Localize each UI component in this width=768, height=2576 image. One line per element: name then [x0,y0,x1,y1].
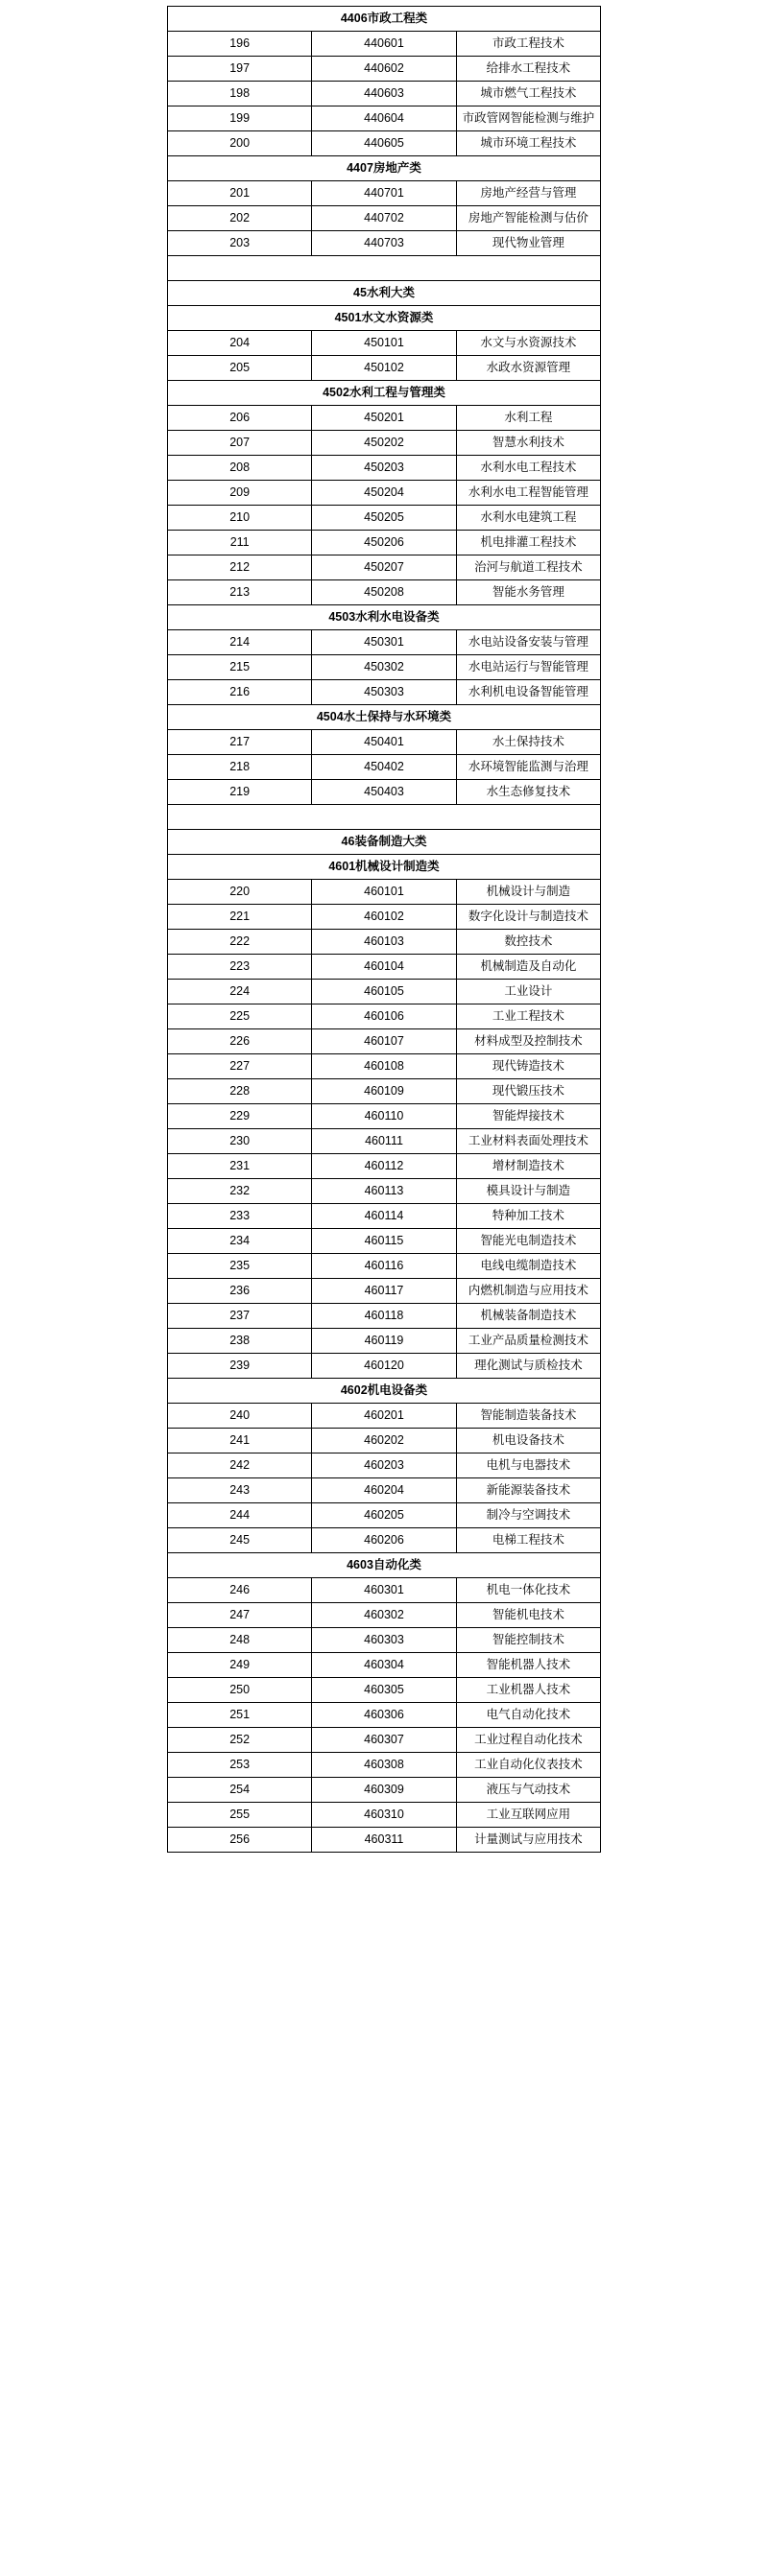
table-row [168,655,601,680]
row-index-cell: 236 [168,1279,312,1304]
major-code-cell: 460205 [312,1503,456,1528]
table-row [168,1404,601,1429]
major-code-cell: 460201 [312,1404,456,1429]
group-category-label: 4504水土保持与水环境类 [168,705,601,730]
major-name-cell: 水环境智能监测与治理 [456,755,600,780]
row-index-cell: 231 [168,1154,312,1179]
major-name-cell: 数控技术 [456,930,600,955]
major-name-cell: 特种加工技术 [456,1204,600,1229]
major-name-cell: 工业工程技术 [456,1004,600,1029]
major-code-cell: 450302 [312,655,456,680]
major-code-cell: 450207 [312,555,456,580]
row-index-cell: 216 [168,680,312,705]
table-row [168,955,601,980]
row-index-cell: 209 [168,481,312,506]
table-row [168,1304,601,1329]
major-name-cell: 机电设备技术 [456,1429,600,1453]
major-name-cell: 机电一体化技术 [456,1578,600,1603]
major-code-cell: 460112 [312,1154,456,1179]
major-name-cell: 水利水电工程技术 [456,456,600,481]
table-row [168,1628,601,1653]
group-category-label: 4501水文水资源类 [168,306,601,331]
major-code-cell: 460311 [312,1828,456,1853]
group-category-label: 4503水利水电设备类 [168,605,601,630]
table-row [168,1254,601,1279]
major-code-cell: 450206 [312,531,456,555]
major-code-cell: 460302 [312,1603,456,1628]
major-name-cell: 水利工程 [456,406,600,431]
major-code-cell: 450303 [312,680,456,705]
table-row [168,32,601,57]
major-code-cell: 460118 [312,1304,456,1329]
catalog-table-body [168,7,601,1853]
row-index-cell: 249 [168,1653,312,1678]
major-code-cell: 460304 [312,1653,456,1678]
table-row [168,1229,601,1254]
major-code-cell: 450204 [312,481,456,506]
major-code-cell: 460204 [312,1478,456,1503]
major-code-cell: 460115 [312,1229,456,1254]
group-category-row [168,7,601,32]
row-index-cell: 244 [168,1503,312,1528]
row-index-cell: 234 [168,1229,312,1254]
major-code-cell: 460107 [312,1029,456,1054]
table-row [168,481,601,506]
table-row [168,980,601,1004]
major-code-cell: 450401 [312,730,456,755]
major-name-cell: 市政工程技术 [456,32,600,57]
row-index-cell: 242 [168,1453,312,1478]
major-code-cell: 450201 [312,406,456,431]
row-index-cell: 201 [168,181,312,206]
major-code-cell: 460116 [312,1254,456,1279]
row-index-cell: 218 [168,755,312,780]
table-row [168,1478,601,1503]
major-name-cell: 工业设计 [456,980,600,1004]
major-name-cell: 智能焊接技术 [456,1104,600,1129]
major-name-cell: 液压与气动技术 [456,1778,600,1803]
major-name-cell: 工业自动化仪表技术 [456,1753,600,1778]
table-row [168,1578,601,1603]
row-index-cell: 213 [168,580,312,605]
row-index-cell: 198 [168,82,312,106]
table-row [168,331,601,356]
major-name-cell: 智能机电技术 [456,1603,600,1628]
major-name-cell: 水电站设备安装与管理 [456,630,600,655]
group-category-row [168,156,601,181]
group-category-row [168,1379,601,1404]
major-code-cell: 450208 [312,580,456,605]
major-name-cell: 智能光电制造技术 [456,1229,600,1254]
major-name-cell: 增材制造技术 [456,1154,600,1179]
major-name-cell: 数字化设计与制造技术 [456,905,600,930]
major-name-cell: 机械制造及自动化 [456,955,600,980]
major-code-cell: 450102 [312,356,456,381]
major-name-cell: 给排水工程技术 [456,57,600,82]
row-index-cell: 203 [168,231,312,256]
table-row [168,456,601,481]
major-name-cell: 房地产智能检测与估价 [456,206,600,231]
row-index-cell: 197 [168,57,312,82]
row-index-cell: 248 [168,1628,312,1653]
row-index-cell: 237 [168,1304,312,1329]
table-row [168,1329,601,1354]
row-index-cell: 204 [168,331,312,356]
row-index-cell: 199 [168,106,312,131]
table-row [168,755,601,780]
major-name-cell: 水利水电工程智能管理 [456,481,600,506]
major-name-cell: 水土保持技术 [456,730,600,755]
row-index-cell: 247 [168,1603,312,1628]
major-code-cell: 460307 [312,1728,456,1753]
table-spacer [168,805,601,830]
table-row [168,1029,601,1054]
major-category-label: 45水利大类 [168,281,601,306]
major-code-cell: 460310 [312,1803,456,1828]
major-code-cell: 460308 [312,1753,456,1778]
major-name-cell: 水电站运行与智能管理 [456,655,600,680]
major-code-cell: 460105 [312,980,456,1004]
major-code-cell: 460306 [312,1703,456,1728]
table-row [168,356,601,381]
major-name-cell: 治河与航道工程技术 [456,555,600,580]
table-row [168,1354,601,1379]
major-name-cell: 水利水电建筑工程 [456,506,600,531]
group-category-label: 4601机械设计制造类 [168,855,601,880]
major-name-cell: 现代物业管理 [456,231,600,256]
group-category-label: 4602机电设备类 [168,1379,601,1404]
table-row [168,1503,601,1528]
table-row [168,106,601,131]
major-code-cell: 450403 [312,780,456,805]
row-index-cell: 223 [168,955,312,980]
major-code-cell: 440701 [312,181,456,206]
major-code-cell: 460108 [312,1054,456,1079]
major-code-cell: 450101 [312,331,456,356]
table-row [168,1054,601,1079]
major-name-cell: 电线电缆制造技术 [456,1254,600,1279]
major-catalog-table [167,6,601,1853]
major-name-cell: 工业机器人技术 [456,1678,600,1703]
major-name-cell: 智能机器人技术 [456,1653,600,1678]
major-code-cell: 440702 [312,206,456,231]
table-row [168,1728,601,1753]
row-index-cell: 241 [168,1429,312,1453]
table-row [168,1429,601,1453]
table-row [168,1778,601,1803]
major-code-cell: 460119 [312,1329,456,1354]
major-name-cell: 内燃机制造与应用技术 [456,1279,600,1304]
row-index-cell: 245 [168,1528,312,1553]
group-category-label: 4603自动化类 [168,1553,601,1578]
major-name-cell: 智能制造装备技术 [456,1404,600,1429]
major-name-cell: 智慧水利技术 [456,431,600,456]
table-row [168,181,601,206]
major-name-cell: 新能源装备技术 [456,1478,600,1503]
major-category-row [168,830,601,855]
table-row [168,1803,601,1828]
major-name-cell: 工业产品质量检测技术 [456,1329,600,1354]
row-index-cell: 221 [168,905,312,930]
row-index-cell: 208 [168,456,312,481]
major-code-cell: 460114 [312,1204,456,1229]
row-index-cell: 240 [168,1404,312,1429]
table-row [168,680,601,705]
major-code-cell: 460305 [312,1678,456,1703]
spacer-cell [168,256,601,281]
row-index-cell: 225 [168,1004,312,1029]
table-row [168,930,601,955]
major-name-cell: 机电排灌工程技术 [456,531,600,555]
major-name-cell: 工业材料表面处理技术 [456,1129,600,1154]
major-category-row [168,281,601,306]
major-code-cell: 460111 [312,1129,456,1154]
major-code-cell: 460113 [312,1179,456,1204]
row-index-cell: 227 [168,1054,312,1079]
row-index-cell: 233 [168,1204,312,1229]
row-index-cell: 256 [168,1828,312,1853]
major-name-cell: 水利机电设备智能管理 [456,680,600,705]
table-row [168,555,601,580]
major-name-cell: 房地产经营与管理 [456,181,600,206]
row-index-cell: 228 [168,1079,312,1104]
table-row [168,1129,601,1154]
row-index-cell: 207 [168,431,312,456]
row-index-cell: 250 [168,1678,312,1703]
table-row [168,1279,601,1304]
row-index-cell: 255 [168,1803,312,1828]
table-row [168,57,601,82]
row-index-cell: 196 [168,32,312,57]
table-row [168,1528,601,1553]
group-category-label: 4502水利工程与管理类 [168,381,601,406]
row-index-cell: 253 [168,1753,312,1778]
table-row [168,1154,601,1179]
major-code-cell: 450301 [312,630,456,655]
major-code-cell: 440703 [312,231,456,256]
table-row [168,630,601,655]
row-index-cell: 215 [168,655,312,680]
row-index-cell: 211 [168,531,312,555]
table-row [168,1204,601,1229]
row-index-cell: 212 [168,555,312,580]
major-name-cell: 水政水资源管理 [456,356,600,381]
major-code-cell: 460110 [312,1104,456,1129]
major-name-cell: 水生态修复技术 [456,780,600,805]
row-index-cell: 224 [168,980,312,1004]
major-code-cell: 450402 [312,755,456,780]
table-row [168,880,601,905]
group-category-label: 4407房地产类 [168,156,601,181]
table-row [168,1678,601,1703]
table-row [168,1653,601,1678]
major-code-cell: 460203 [312,1453,456,1478]
row-index-cell: 254 [168,1778,312,1803]
major-code-cell: 460109 [312,1079,456,1104]
group-category-row [168,306,601,331]
row-index-cell: 235 [168,1254,312,1279]
major-code-cell: 450203 [312,456,456,481]
major-name-cell: 电梯工程技术 [456,1528,600,1553]
row-index-cell: 200 [168,131,312,156]
major-name-cell: 城市燃气工程技术 [456,82,600,106]
row-index-cell: 220 [168,880,312,905]
major-code-cell: 460206 [312,1528,456,1553]
major-code-cell: 440605 [312,131,456,156]
table-row [168,1703,601,1728]
table-spacer [168,256,601,281]
major-name-cell: 模具设计与制造 [456,1179,600,1204]
group-category-row [168,381,601,406]
table-row [168,406,601,431]
row-index-cell: 229 [168,1104,312,1129]
row-index-cell: 214 [168,630,312,655]
major-code-cell: 440602 [312,57,456,82]
major-code-cell: 460202 [312,1429,456,1453]
major-name-cell: 现代铸造技术 [456,1054,600,1079]
row-index-cell: 217 [168,730,312,755]
major-code-cell: 440604 [312,106,456,131]
major-code-cell: 450205 [312,506,456,531]
major-name-cell: 工业过程自动化技术 [456,1728,600,1753]
table-row [168,905,601,930]
table-row [168,531,601,555]
major-name-cell: 市政管网智能检测与维护 [456,106,600,131]
table-row [168,1828,601,1853]
row-index-cell: 246 [168,1578,312,1603]
table-row [168,1753,601,1778]
table-row [168,82,601,106]
table-row [168,231,601,256]
row-index-cell: 206 [168,406,312,431]
spacer-cell [168,805,601,830]
row-index-cell: 222 [168,930,312,955]
major-code-cell: 460120 [312,1354,456,1379]
table-row [168,1004,601,1029]
major-name-cell: 材料成型及控制技术 [456,1029,600,1054]
row-index-cell: 210 [168,506,312,531]
group-category-row [168,605,601,630]
table-row [168,506,601,531]
table-row [168,1104,601,1129]
table-row [168,1603,601,1628]
major-code-cell: 440601 [312,32,456,57]
major-name-cell: 理化测试与质检技术 [456,1354,600,1379]
table-row [168,431,601,456]
major-code-cell: 460303 [312,1628,456,1653]
major-name-cell: 电气自动化技术 [456,1703,600,1728]
row-index-cell: 232 [168,1179,312,1204]
major-code-cell: 460102 [312,905,456,930]
major-name-cell: 制冷与空调技术 [456,1503,600,1528]
major-name-cell: 水文与水资源技术 [456,331,600,356]
row-index-cell: 243 [168,1478,312,1503]
major-name-cell: 智能水务管理 [456,580,600,605]
major-code-cell: 440603 [312,82,456,106]
group-category-row [168,705,601,730]
group-category-row [168,855,601,880]
table-row [168,1179,601,1204]
major-code-cell: 460104 [312,955,456,980]
major-code-cell: 460309 [312,1778,456,1803]
row-index-cell: 251 [168,1703,312,1728]
row-index-cell: 226 [168,1029,312,1054]
major-name-cell: 电机与电器技术 [456,1453,600,1478]
major-code-cell: 460301 [312,1578,456,1603]
major-code-cell: 460106 [312,1004,456,1029]
row-index-cell: 202 [168,206,312,231]
row-index-cell: 219 [168,780,312,805]
row-index-cell: 252 [168,1728,312,1753]
major-code-cell: 450202 [312,431,456,456]
group-category-row [168,1553,601,1578]
table-row [168,206,601,231]
row-index-cell: 230 [168,1129,312,1154]
row-index-cell: 238 [168,1329,312,1354]
major-name-cell: 工业互联网应用 [456,1803,600,1828]
group-category-label: 4406市政工程类 [168,7,601,32]
major-code-cell: 460101 [312,880,456,905]
table-row [168,780,601,805]
major-code-cell: 460117 [312,1279,456,1304]
row-index-cell: 205 [168,356,312,381]
table-row [168,131,601,156]
table-row [168,580,601,605]
major-code-cell: 460103 [312,930,456,955]
major-name-cell: 城市环境工程技术 [456,131,600,156]
major-name-cell: 现代锻压技术 [456,1079,600,1104]
table-row [168,1453,601,1478]
table-row [168,1079,601,1104]
major-name-cell: 计量测试与应用技术 [456,1828,600,1853]
row-index-cell: 239 [168,1354,312,1379]
table-row [168,730,601,755]
major-category-label: 46装备制造大类 [168,830,601,855]
major-name-cell: 智能控制技术 [456,1628,600,1653]
major-name-cell: 机械设计与制造 [456,880,600,905]
major-name-cell: 机械装备制造技术 [456,1304,600,1329]
